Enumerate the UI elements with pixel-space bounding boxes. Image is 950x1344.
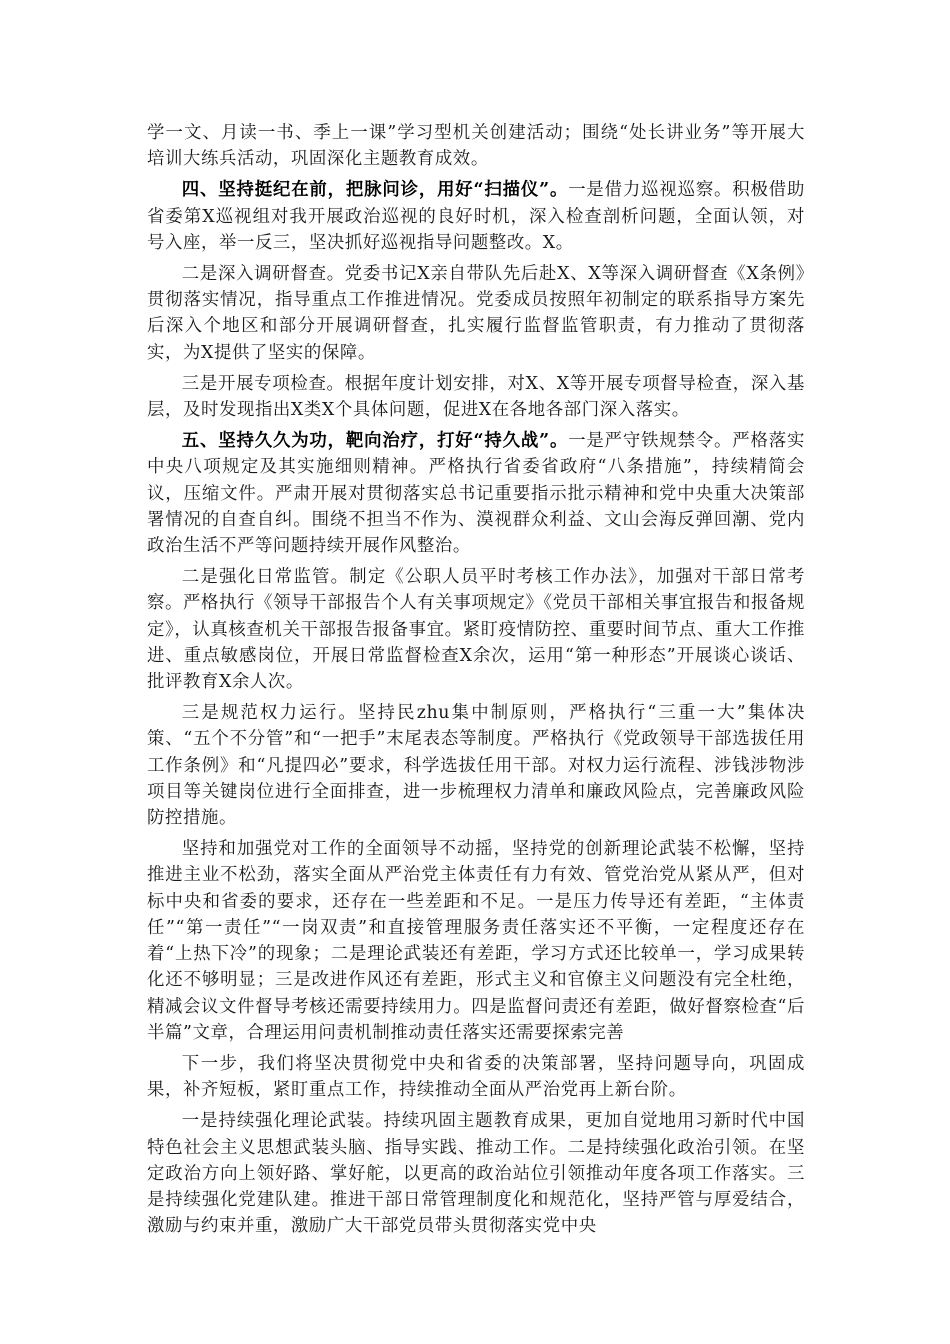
paragraph-section-five (147, 428, 805, 559)
paragraph-text: 一是持续强化理论武装。持续巩固主题教育成果，更加自觉地用习新时代中国特色社会主义思想武装头脑、指导实践、推动工作。二是持续强化政治引领。在坚定政治方向上领好路、掌好舵，以更高的政治站位引领推动年度各项工作落实。三是持续强化党建队建。推进干部日常管理制度化和规范化，坚持严管与厚爱结合，激励与约束并重，激励广大干部党员带头贯彻落实党中央 (147, 1111, 805, 1237)
document-body (147, 120, 805, 1239)
paragraph (147, 1108, 805, 1239)
paragraph-text: 三是开展专项检查。根据年度计划安排，对X、X等开展专项督导检查，深入基层，及时发现指出X类X个具体问题，促进X在各地各部门深入落实。 (147, 373, 805, 421)
paragraph (147, 261, 805, 366)
paragraph-text: 二是深入调研督查。党委书记X亲自带队先后赴X、X等深入调研督查《X条例》贯彻落实情况，指导重点工作推进情况。党委成员按照年初制定的联系指导方案先后深入个地区和部分开展调研督查，扎实履行监督监管职责，有力推动了贯彻落实，为X提供了坚实的保障。 (147, 264, 805, 363)
paragraph-text: 一是严守铁规禁令。严格落实中央八项规定及其实施细则精神。严格执行省委省政府“八条措施”，持续精简会议，压缩文件。严肃开展对贯彻落实总书记重要指示批示精神和党中央重大决策部署情况的自查自纠。围绕不担当不作为、漠视群众利益、文山会海反弹回潮、党内政治生活不严等问题持续开展作风整治。 (147, 431, 805, 557)
paragraph-text: 学一文、月读一书、季上一课”学习型机关创建活动；围绕“处长讲业务”等开展大培训大练兵活动，巩固深化主题教育成效。 (147, 123, 805, 170)
paragraph (147, 371, 805, 423)
section-heading: 五、坚持久久为功，靶向治疗，打好“持久战”。 (181, 431, 569, 452)
paragraph (147, 564, 805, 695)
paragraph (147, 120, 805, 172)
section-heading: 四、坚持挺纪在前，把脉问诊，用好“扫描仪”。 (181, 180, 569, 201)
paragraph-text: 坚持和加强党对工作的全面领导不动摇，坚持党的创新理论武装不松懈，坚持推进主业不松劲，落实全面从严治党主体责任有力有效、管党治党从紧从严，但对标中央和省委的要求，还存在一些差距和不足。一是压力传导还有差距，“主体责任”“第一责任”“一岗双责”和直接管理服务责任落实还不平衡，一定程度还存在着“上热下冷”的现象；二是理论武装还有差距，学习方式还比较单一，学习成果转化还不够明显；三是改进作风还有差距，形式主义和官僚主义问题没有完全杜绝，精减会议文件督导考核还需要持续用力。四是监督问责还有差距，做好督察检查“后半篇”文章，合理运用问责机制推动责任落实还需要探索完善 (147, 839, 805, 1043)
paragraph (147, 1051, 805, 1103)
paragraph (147, 836, 805, 1046)
paragraph-section-four (147, 177, 805, 256)
paragraph-text: 下一步，我们将坚决贯彻党中央和省委的决策部署，坚持问题导向，巩固成果，补齐短板，紧盯重点工作，持续推动全面从严治党再上新台阶。 (147, 1053, 805, 1101)
paragraph-text: 三是规范权力运行。坚持民zhu集中制原则，严格执行“三重一大”集体决策、“五个不分管”和“一把手”末尾表态等制度。严格执行《党政领导干部选拔任用工作条例》和“凡提四必”要求，科学选拔任用干部。对权力运行流程、涉钱涉物涉项目等关键岗位进行全面排查，进一步梳理权力清单和廉政风险点，完善廉政风险防控措施。 (147, 703, 805, 829)
paragraph-text: 一是借力巡视巡察。积极借助省委第X巡视组对我开展政治巡视的良好时机，深入检查剖析问题，全面认领，对号入座，举一反三，坚决抓好巡视指导问题整改。X。 (147, 180, 805, 253)
paragraph-text: 二是强化日常监管。制定《公职人员平时考核工作办法》，加强对干部日常考察。严格执行《领导干部报告个人有关事项规定》《党员干部相关事宜报告和报备规定》，认真核查机关干部报告报备事宜。紧盯疫情防控、重要时间节点、重大工作推进、重点敏感岗位，开展日常监督检查X余次，运用“第一种形态”开展谈心谈话、批评教育X余人次。 (147, 567, 805, 693)
paragraph (147, 700, 805, 831)
